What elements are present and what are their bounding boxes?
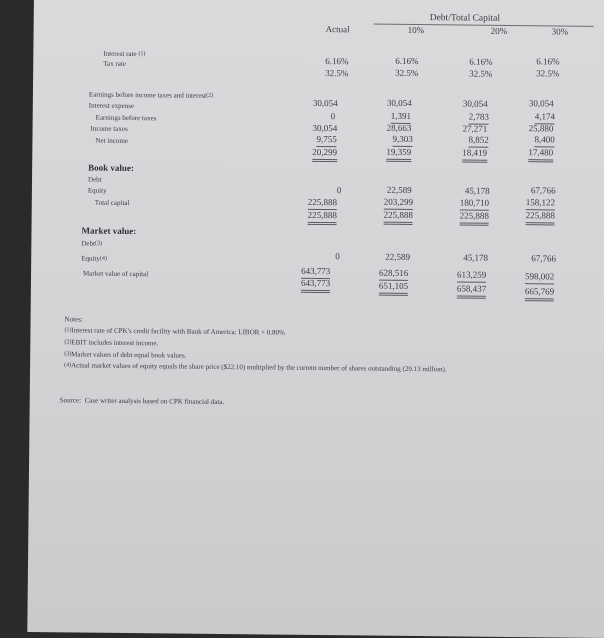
market-total-10: 651,105 [379,281,408,296]
book-total-10: 225,888 [384,210,413,225]
book-total-actual: 225,888 [308,210,337,225]
book-equity-actual: 225,888 [308,197,337,210]
note-1: $^{(1)}$Interest rate of CPK's credit facility with Bank of America: LIBOR + 0.80% [64,326,285,337]
book-equity-label: Equity [87,186,107,195]
market-debt-actual: 0 [335,251,340,262]
market-equity-30: 598,002 [525,271,554,284]
col-header-30: 30% [551,26,569,37]
ebt-10: 28,663 [386,122,412,133]
market-equity-20: 613,259 [457,269,486,282]
ebit-label: Earnings before income taxes and interest$^{(2)}$ [88,90,214,100]
taxes-actual: 9,755 [316,134,336,147]
ebit-20: 30,054 [462,98,488,109]
book-debt-30: 67,766 [530,185,556,196]
interest-rate-label: Interest rate $^{(1)}$ [103,49,146,59]
ebit-10: 30,054 [386,97,412,108]
market-total-label: Market value of capital [83,269,149,279]
tax-rate-10: 32.5% [395,67,419,79]
interest-expense-label: Interest expense [88,101,135,111]
tax-rate-30: 32.5% [536,68,560,79]
income-taxes-label: Income taxes [90,124,128,133]
book-debt-actual: 0 [336,185,342,196]
book-debt-20: 45,178 [464,185,490,196]
market-value-title: Market value: [81,225,137,237]
market-total-actual: 643,773 [301,278,330,293]
col-header-actual: Actual [325,24,350,35]
book-equity-10: 203,299 [384,197,413,210]
document-page [27,0,604,638]
book-total-20: 225,888 [460,210,489,225]
market-debt-30: 67,766 [531,253,557,264]
interest-rate-10: 6.16% [395,55,419,67]
note-3: $^{(3)}$Market values of debt equal book values. [64,350,187,360]
note-4: $^{(4)}$Actual market values of equity equals the share price ($22.10) multiplied by the current number of shares outstanding (29.13 million). [64,361,447,374]
taxes-30: 8,400 [534,134,554,147]
market-debt-20: 45,178 [463,252,489,263]
market-equity-10: 628,516 [379,268,408,281]
tax-rate-20: 32.5% [469,68,493,79]
net-income-label: Net income [95,136,128,145]
notes-title: Notes: [64,315,83,324]
book-debt-label: Debt [87,175,102,184]
ebt-20: 27,271 [462,123,488,134]
ebit-30: 30,054 [528,98,554,109]
market-equity-actual: 643,773 [301,266,330,279]
interest-rate-actual: 6.16% [325,56,349,67]
net-income-20: 18,419 [462,147,487,162]
tax-rate-actual: 32.5% [325,68,349,79]
ebt-30: 25,880 [528,123,554,134]
book-debt-10: 22,589 [386,184,412,195]
market-total-30: 665,769 [525,286,554,301]
note-2: $^{(2)}$EBIT includes interest income. [64,338,159,348]
net-income-10: 19,359 [386,147,411,162]
ebt-label: Earnings before taxes [95,113,157,123]
market-total-20: 658,437 [457,283,486,298]
market-debt-10: 22,589 [385,251,411,262]
interest-rate-20: 6.16% [469,56,493,67]
ebt-actual: 30,054 [312,122,338,134]
debt-capital-header: Debt/Total Capital [429,13,501,24]
book-equity-30: 158,122 [526,197,555,210]
market-debt-label: Debt$^{(3)}$ [81,239,103,248]
interest-expense-actual: 0 [330,111,336,122]
interest-expense-10: 1,391 [391,111,411,124]
net-income-actual: 20,299 [312,147,337,162]
interest-expense-20: 2,783 [469,112,489,125]
taxes-10: 9,303 [392,134,412,147]
book-equity-20: 180,710 [460,197,489,210]
tax-rate-label: Tax rate [103,59,126,68]
source-line: Source: Case writer analysis based on CPK financial data. [59,396,225,407]
taxes-20: 8,852 [468,135,488,148]
net-income-30: 17,480 [528,147,553,162]
book-total-label: Total capital [94,198,130,208]
interest-expense-30: 4,174 [535,111,555,124]
ebit-actual: 30,054 [312,97,338,109]
market-equity-label: Equity$^{(4)}$ [81,254,107,263]
book-total-30: 225,888 [526,210,555,225]
book-value-title: Book value: [88,162,134,174]
col-header-10: 10% [407,24,425,36]
col-header-20: 20% [490,25,508,36]
interest-rate-30: 6.16% [536,56,560,67]
